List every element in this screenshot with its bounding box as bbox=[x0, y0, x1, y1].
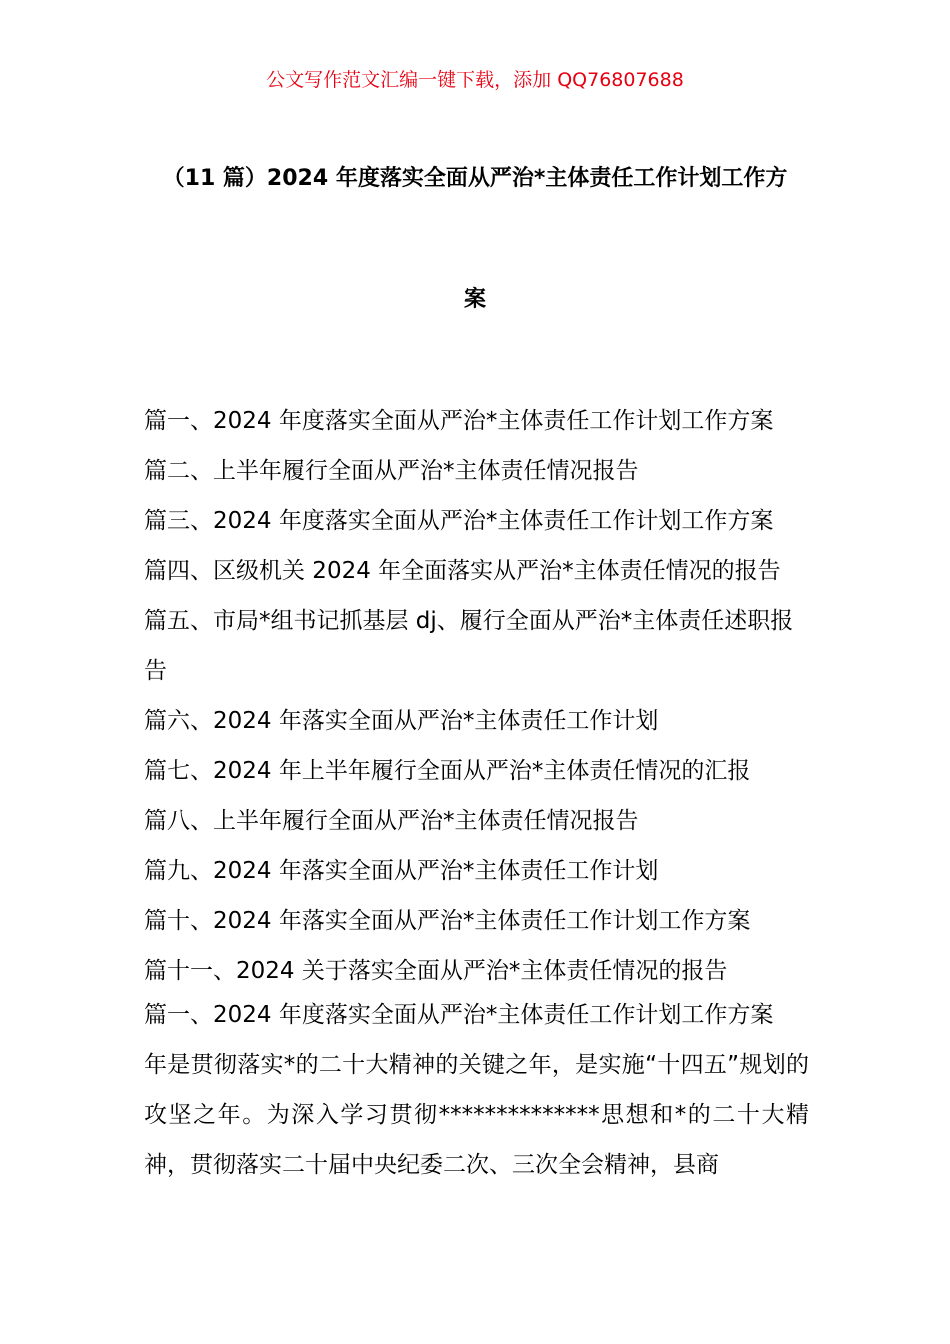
body-paragraph: 年是贯彻落实*的二十大精神的关键之年，是实施“十四五”规划的攻坚之年。为深入学习贯彻**************思想和*的二十大精神，贯彻落实二十届中央纪委二次、三次全会精神，县商 bbox=[144, 1052, 809, 1178]
toc-item: 篇一、2024 年度落实全面从严治*主体责任工作计划工作方案 bbox=[144, 408, 774, 434]
toc-item: 篇十、2024 年落实全面从严治*主体责任工作计划工作方案 bbox=[144, 908, 751, 934]
section-heading: 篇一、2024 年度落实全面从严治*主体责任工作计划工作方案 bbox=[144, 1002, 774, 1028]
body-section bbox=[144, 990, 809, 1190]
toc-item: 篇五、市局*组书记抓基层 dj、履行全面从严治*主体责任述职报告 bbox=[144, 608, 794, 684]
toc-item: 篇八、上半年履行全面从严治*主体责任情况报告 bbox=[144, 808, 639, 834]
toc-item: 篇二、上半年履行全面从严治*主体责任情况报告 bbox=[144, 458, 639, 484]
toc-item: 篇九、2024 年落实全面从严治*主体责任工作计划 bbox=[144, 858, 659, 884]
document-title-continuation: 案 bbox=[463, 287, 486, 312]
toc-item: 篇四、区级机关 2024 年全面落实从严治*主体责任情况的报告 bbox=[144, 558, 781, 584]
document-title: （11 篇）2024 年度落实全面从严治*主体责任工作计划工作方 bbox=[162, 166, 788, 191]
toc-item: 篇十一、2024 关于落实全面从严治*主体责任情况的报告 bbox=[144, 958, 728, 984]
toc-item: 篇七、2024 年上半年履行全面从严治*主体责任情况的汇报 bbox=[144, 758, 751, 784]
toc-item: 篇三、2024 年度落实全面从严治*主体责任工作计划工作方案 bbox=[144, 508, 774, 534]
table-of-contents bbox=[144, 396, 809, 996]
download-notice: 公文写作范文汇编一键下载，添加 QQ76807688 bbox=[266, 69, 684, 91]
toc-item: 篇六、2024 年落实全面从严治*主体责任工作计划 bbox=[144, 708, 659, 734]
